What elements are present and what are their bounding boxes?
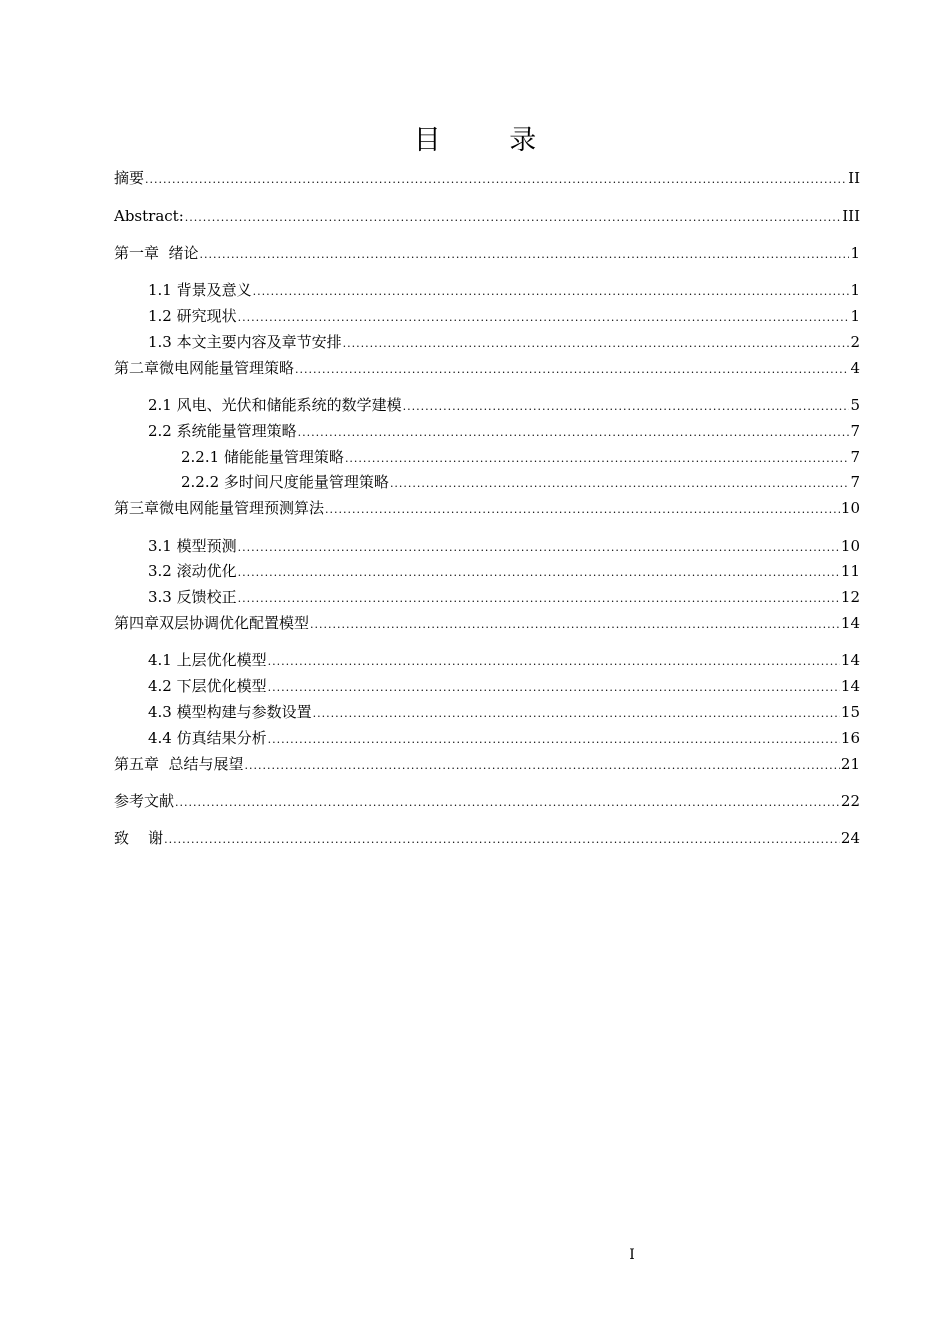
toc-entry-chapter-4[interactable] — [114, 612, 860, 634]
toc-entry-chapter-5[interactable] — [114, 753, 860, 775]
toc-page: 7 — [850, 422, 860, 440]
toc-label: 致 谢 — [114, 829, 164, 847]
toc-entry-acknowledgements[interactable] — [114, 827, 860, 849]
toc-page: 1 — [850, 307, 860, 325]
toc-page: 7 — [850, 448, 860, 466]
toc-page: 10 — [840, 499, 860, 517]
toc-label: 1.2 研究现状 — [148, 307, 237, 325]
toc-page: 1 — [850, 281, 860, 299]
toc-leader — [345, 450, 850, 468]
toc-leader — [175, 794, 840, 812]
toc-leader — [185, 209, 841, 227]
toc-page: 4 — [850, 359, 860, 377]
toc-entry-3-1[interactable] — [148, 535, 860, 557]
toc-label: 4.2 下层优化模型 — [148, 677, 267, 695]
toc-leader — [403, 398, 850, 416]
toc-leader — [245, 757, 840, 775]
toc-label: 第五章 总结与展望 — [114, 755, 244, 773]
toc-entry-1-3[interactable] — [148, 331, 860, 353]
toc-page: 22 — [840, 792, 860, 810]
toc-label: 2.2.2 多时间尺度能量管理策略 — [181, 473, 389, 491]
toc-entry-abstract-en[interactable] — [114, 205, 860, 227]
toc-label: 2.2 系统能量管理策略 — [148, 422, 297, 440]
toc-entry-2-2-2[interactable] — [181, 471, 860, 493]
toc-leader — [268, 731, 840, 749]
toc-label: 第三章微电网能量管理预测算法 — [114, 499, 325, 517]
toc-leader — [343, 335, 850, 353]
toc-entry-chapter-2[interactable] — [114, 357, 860, 379]
toc-entry-1-1[interactable] — [148, 279, 860, 301]
toc-page: 14 — [840, 651, 860, 669]
toc-entry-1-2[interactable] — [148, 305, 860, 327]
toc-page: 14 — [840, 677, 860, 695]
toc-label: 3.2 滚动优化 — [148, 562, 237, 580]
toc-label: 3.3 反馈校正 — [148, 588, 237, 606]
toc-leader — [325, 501, 840, 519]
page-number-footer: I — [629, 1247, 635, 1263]
toc-label: 第四章双层协调优化配置模型 — [114, 614, 310, 632]
toc-page: 16 — [840, 729, 860, 747]
toc-leader — [313, 705, 840, 723]
toc-entry-2-2-1[interactable] — [181, 446, 860, 468]
toc-page: 21 — [840, 755, 860, 773]
toc-page: II — [848, 169, 860, 187]
toc-entry-3-3[interactable] — [148, 586, 860, 608]
toc-leader — [238, 539, 840, 557]
toc-entry-2-1[interactable] — [148, 394, 860, 416]
toc-leader — [268, 653, 840, 671]
toc-page: 2 — [850, 333, 860, 351]
toc-entry-chapter-1[interactable] — [114, 242, 860, 264]
toc-leader — [253, 283, 850, 301]
toc-label: 2.1 风电、光伏和储能系统的数学建模 — [148, 396, 402, 414]
toc-page: 24 — [840, 829, 860, 847]
toc-leader — [238, 564, 840, 582]
toc-label: 第二章微电网能量管理策略 — [114, 359, 295, 377]
toc-entry-4-4[interactable] — [148, 727, 860, 749]
toc-page: 11 — [840, 562, 860, 580]
toc-page: 12 — [840, 588, 860, 606]
toc-entry-4-1[interactable] — [148, 649, 860, 671]
toc-page: III — [842, 207, 860, 225]
toc-entry-3-2[interactable] — [148, 560, 860, 582]
toc-entry-references[interactable] — [114, 790, 860, 812]
toc-label: 4.3 模型构建与参数设置 — [148, 703, 312, 721]
toc-label: 1.1 背景及意义 — [148, 281, 252, 299]
toc-leader — [268, 679, 840, 697]
toc-entry-chapter-3[interactable] — [114, 497, 860, 519]
toc-leader — [298, 424, 850, 442]
toc-leader — [145, 171, 847, 189]
toc-page: 14 — [840, 614, 860, 632]
toc-page: 15 — [840, 703, 860, 721]
toc-entry-4-2[interactable] — [148, 675, 860, 697]
toc-label: 4.1 上层优化模型 — [148, 651, 267, 669]
toc-label: Abstract: — [114, 207, 184, 225]
toc-page: 7 — [850, 473, 860, 491]
toc-leader — [310, 616, 840, 634]
toc-page: 10 — [840, 537, 860, 555]
toc-leader — [200, 246, 850, 264]
page-title: 目 录 — [413, 125, 567, 156]
toc-label: 3.1 模型预测 — [148, 537, 237, 555]
toc-leader — [295, 361, 849, 379]
toc-label: 第一章 绪论 — [114, 244, 199, 262]
toc-leader — [164, 831, 840, 849]
toc-page: 5 — [850, 396, 860, 414]
toc-entry-abstract-cn[interactable] — [114, 167, 860, 189]
toc-entry-4-3[interactable] — [148, 701, 860, 723]
toc-entry-2-2[interactable] — [148, 420, 860, 442]
toc-label: 摘要 — [114, 169, 145, 187]
toc-label: 2.2.1 储能能量管理策略 — [181, 448, 344, 466]
toc-label: 4.4 仿真结果分析 — [148, 729, 267, 747]
toc-leader — [390, 475, 850, 493]
toc-leader — [238, 590, 840, 608]
toc-page: 1 — [850, 244, 860, 262]
toc-leader — [238, 309, 850, 327]
toc-label: 1.3 本文主要内容及章节安排 — [148, 333, 342, 351]
toc-label: 参考文献 — [114, 792, 175, 810]
